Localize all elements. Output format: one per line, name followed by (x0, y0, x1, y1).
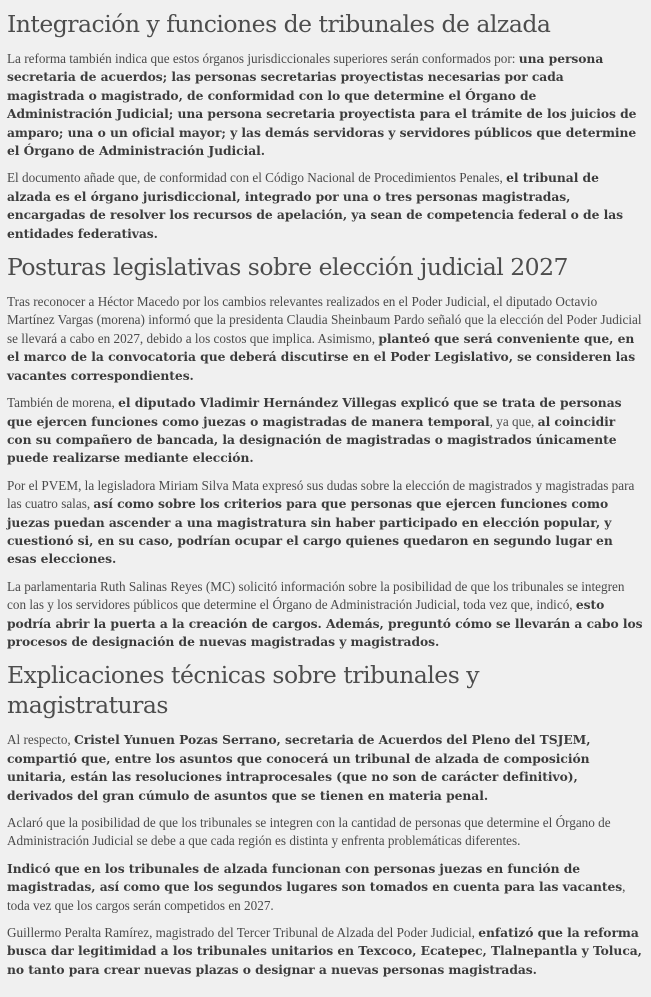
text-run: El documento añade que, de conformidad con el Código Nacional de Procedimientos Penales, (7, 170, 507, 186)
paragraph (7, 477, 643, 569)
paragraph (7, 394, 643, 468)
text-run: También de morena, (7, 395, 119, 411)
paragraph (7, 169, 643, 243)
paragraph (7, 578, 643, 652)
bold-text-run: al coincidir con su compañero de bancada, la designación de magistradas o magistrados únicamente puede realizarse mediante elección. (7, 413, 617, 466)
bold-text-run: el tribunal de alzada es el órgano jurisdiccional, integrado por una o tres personas magistradas, encargadas de resolver los recursos de apelación, ya sean de competencia federal o de las entidades federativas. (7, 170, 624, 241)
section-heading-posturas: Posturas legislativas sobre elección judicial 2027 (7, 253, 569, 282)
text-run: Al respecto, (7, 732, 75, 748)
section-heading-explicaciones: Explicaciones técnicas sobre tribunales y magistraturas (7, 661, 480, 720)
paragraph (7, 293, 643, 385)
paragraph (7, 814, 643, 851)
paragraph (7, 860, 643, 915)
bold-text-run: Indicó que en los tribunales de alzada funcionan con personas juezas en función de magistradas, así como que los segundos lugares son tomados en cuenta para las vacantes (7, 860, 623, 895)
bold-text-run: el diputado Vladimir Hernández Villegas explicó que se trata de personas que ejercen funciones como juezas o magistradas de manera temporal (7, 395, 622, 429)
bold-text-run: planteó que será conveniente que, en el marco de la convocatoria que deberá discutirse en el Poder Legislativo, se consideren las vacantes correspondientes. (7, 330, 636, 383)
text-run: La parlamentaria Ruth Salinas Reyes (MC) solicitó información sobre la posibilidad de que los tribunales se integren con las y los servidores públicos que determine el Órgano de Administración Judicial, toda vez que, indicó, (7, 578, 625, 613)
text-run: Tras reconocer a Héctor Macedo por los cambios relevantes realizados en el Poder Judicial, el diputado Octavio Martínez Vargas (morena) informó que la presidenta Claudia Sheinbaum Pardo señaló que la elección del Poder Judicial se llevará a cabo en 2027, debido a los costos que implica. Asimismo, (7, 294, 642, 346)
section-heading-integracion: Integración y funciones de tribunales de alzada (7, 10, 551, 38)
bold-text-run: una persona secretaria de acuerdos; las personas secretarias proyectistas necesarias por cada magistrada o magistrado, de conformidad con lo que determine el Órgano de Administración Judicial; una persona secretaria proyectista para el trámite de los juicios de amparo; una o un oficial mayor; y las demás servidoras y servidores públicos que determine el Órgano de Administración Judicial. (7, 51, 637, 159)
text-run: Guillermo Peralta Ramírez, magistrado del Tercer Tribunal de Alzada del Poder Judicial, (7, 925, 479, 941)
text-run: Aclaró que la posibilidad de que los tribunales se integren con la cantidad de personas que determine el Órgano de Administración Judicial se debe a que cada región es distinta y enfrenta problemáticas diferentes. (7, 815, 611, 849)
paragraph (7, 924, 643, 979)
text-run: , toda vez que los cargos serán competidos en 2027. (7, 879, 626, 913)
bold-text-run: así como sobre los criterios para que personas que ejercen funciones como juezas puedan ascender a una magistratura sin haber participado en elección popular, y cuestionó si, en su caso, podrían ocupar el cargo quienes quedaron en segundo lugar en esas elecciones. (7, 496, 613, 567)
text-run: Por el PVEM, la legisladora Miriam Silva Mata expresó sus dudas sobre la elección de magistrados y magistradas para las cuatro salas, (7, 477, 635, 512)
bold-text-run: enfatizó que la reforma busca dar legitimidad a los tribunales unitarios en Texcoco, Ecatepec, Tlalnepantla y Toluca, no tanto para crear nuevas plazas o designar a nuevas personas magistradas. (7, 925, 642, 977)
paragraph (7, 50, 643, 160)
paragraph (7, 731, 643, 805)
text-run: , ya que, (489, 413, 538, 429)
bold-text-run: esto podría abrir la puerta a la creación de cargos. Además, preguntó cómo se llevarán a cabo los procesos de designación de nuevas magistradas y magistrados. (7, 597, 643, 649)
bold-text-run: Cristel Yunuen Pozas Serrano, secretaria de Acuerdos del Pleno del TSJEM, compartió que, entre los asuntos que conocerá un tribunal de alzada de composición unitaria, están las resoluciones intraprocesales (que no son de carácter definitivo), derivados del gran cúmulo de asuntos que se tienen en materia penal. (7, 732, 591, 803)
text-run: La reforma también indica que estos órganos jurisdiccionales superiores serán conformados por: (7, 51, 519, 66)
